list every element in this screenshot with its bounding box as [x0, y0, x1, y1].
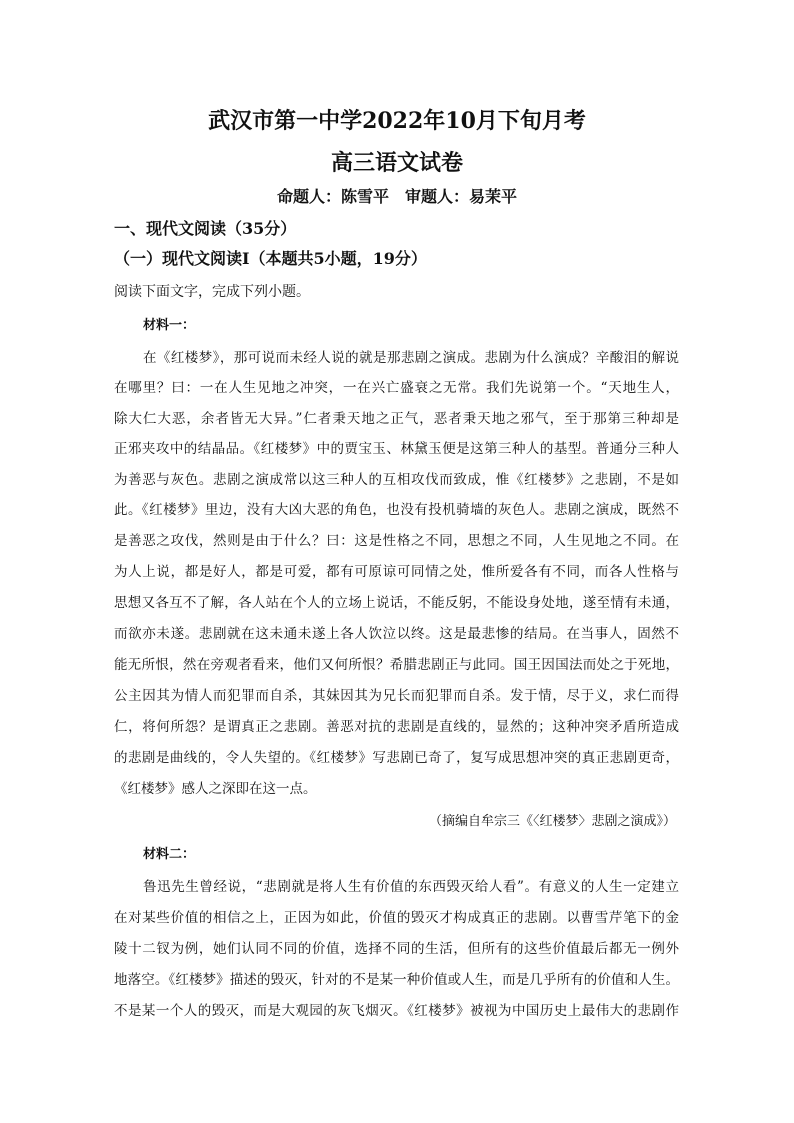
material-1-line: 《红楼梦》感人之深即在这一点。 — [114, 781, 317, 797]
material-2-line: 陵十二钗为例，她们认同不同的价值，选择不同的生活，但所有的这些价值最后都无一例外 — [114, 941, 679, 957]
material-1-line: 除大仁大恶，余者皆无大异。”仁者秉天地之正气，恶者秉天地之邪气，至于那第三种却是 — [114, 411, 679, 427]
material-1-label: 材料一： — [143, 318, 196, 333]
material-1-line: 公主因其为情人而犯罪而自杀，其妹因其为兄长而犯罪而自杀。发于情，尽于义，求仁而得 — [114, 688, 679, 704]
exam-authors: 命题人：陈雪平 审题人：易茉平 — [276, 187, 517, 206]
material-2-line: 鲁迅先生曾经说，“悲剧就是将人生有价值的东西毁灭给人看”。有意义的人生一定建立 — [143, 879, 679, 895]
material-1-line: 能无所恨，然在旁观者看来，他们又何所恨？希腊悲剧正与此同。国王因国法而处之于死地， — [114, 657, 679, 673]
material-2-line: 不是某一个人的毁灭，而是大观园的灰飞烟灭。《红楼梦》被视为中国历史上最伟大的悲剧作 — [114, 1003, 679, 1019]
material-1-line: 仁，将何所怨？是谓真正之悲剧。善恶对抗的悲剧是直线的，显然的；这种冲突矛盾所造成 — [114, 719, 679, 735]
exam-subtitle: 高三语文试卷 — [330, 150, 463, 176]
material-1-line: 思想又各互不了解，各人站在个人的立场上说话，不能反躬，不能设身处地，遂至情有未通， — [114, 595, 679, 611]
material-1-line: 在《红楼梦》，那可说而未经人说的就是那悲剧之演成。悲剧为什么演成？辛酸泪的解说 — [143, 350, 679, 366]
material-1-line: 为善恶与灰色。悲剧之演成常以这三种人的互相攻伐而致成，惟《红楼梦》之悲剧，不是如 — [114, 472, 679, 488]
material-1-source: （摘编自牟宗三《〈红楼梦〉悲剧之演成》） — [428, 814, 676, 829]
material-2-line: 地落空。《红楼梦》描述的毁灭，针对的不是某一种价值或人生，而是几乎所有的价值和人生。 — [114, 972, 679, 988]
reading-instruction: 阅读下面文字，完成下列小题。 — [114, 284, 310, 300]
material-2-line: 在对某些价值的相信之上，正因为如此，价值的毁灭才构成真正的悲剧。以曹雪芹笔下的金 — [114, 910, 679, 926]
material-1-line: 的悲剧是曲线的，令人失望的。《红楼梦》写悲剧已奇了，复写成思想冲突的真正悲剧更奇， — [114, 750, 679, 766]
material-1-line: 此。《红楼梦》里边，没有大凶大恶的角色，也没有投机骑墙的灰色人。悲剧之演成，既然不 — [114, 502, 679, 518]
material-1-line: 是善恶之攻伐，然则是由于什么？曰：这是性格之不同，思想之不同，人生见地之不同。在 — [114, 533, 679, 549]
exam-title: 武汉市第一中学2022年10月下旬月考 — [208, 108, 586, 134]
material-1-line: 为人上说，都是好人，都是可爱，都有可原谅可同情之处，惟所爱各有不同，而各人性格与 — [114, 564, 679, 580]
material-1-line: 正邪夹攻中的结晶品。《红楼梦》中的贾宝玉、林黛玉便是这第三种人的基型。普通分三种人 — [114, 441, 679, 457]
subsection-heading: （一）现代文阅读Ⅰ（本题共5小题，19分） — [114, 249, 427, 268]
material-1-line: 在哪里？曰：一在人生见地之冲突，一在兴亡盛衰之无常。我们先说第一个。“天地生人， — [114, 380, 679, 396]
section-heading: 一、现代文阅读（35分） — [114, 219, 297, 238]
material-2-label: 材料二： — [143, 847, 196, 862]
material-1-line: 而欲亦未遂。悲剧就在这未通未遂上各人饮泣以终。这是最悲惨的结局。在当事人，固然不 — [114, 626, 679, 642]
